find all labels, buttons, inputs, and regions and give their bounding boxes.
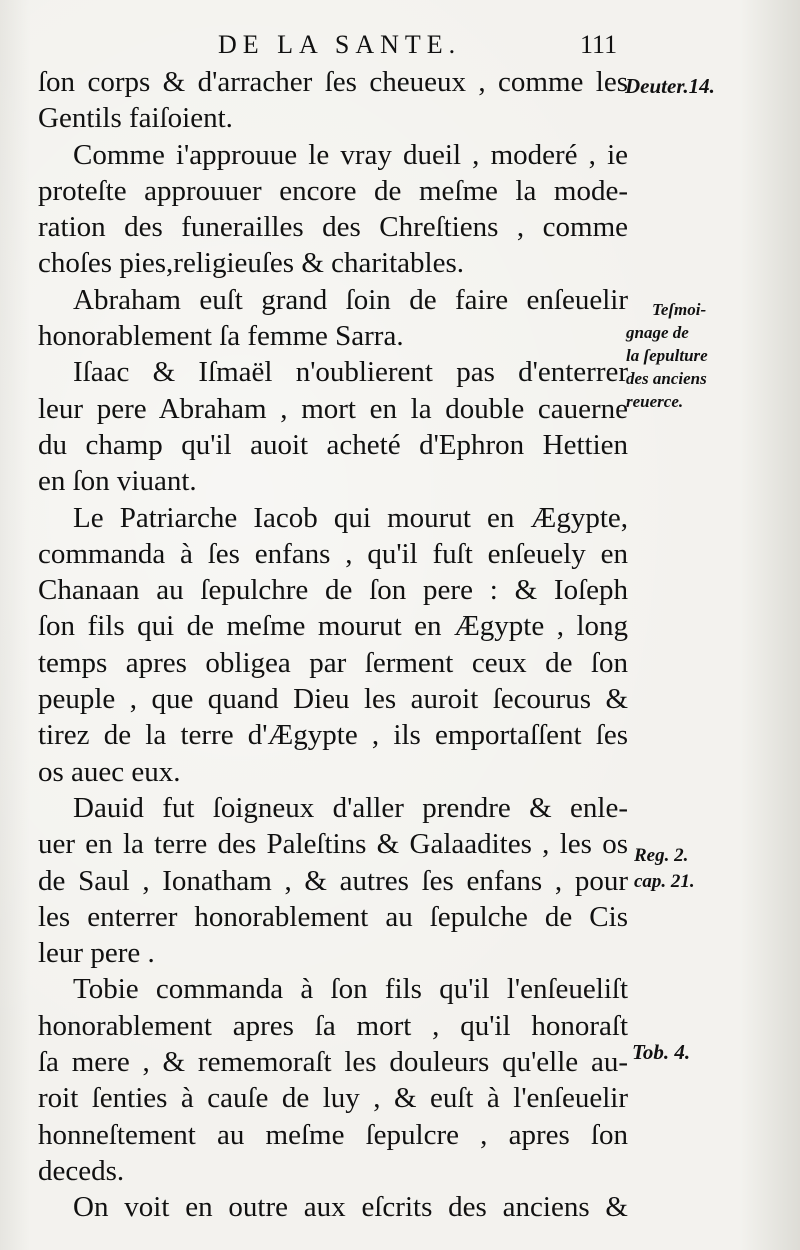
text-line: proteſte approuuer encore de meſme la mode-: [38, 174, 628, 207]
margin-note-line: reuerce.: [626, 392, 684, 411]
text-line: Iſaac & Iſmaël n'oublierent pas d'enterrer: [73, 356, 628, 389]
text-line: Le Patriarche Iacob qui mourut en Ægypte,: [73, 501, 628, 534]
margin-note-line: Deuter.14.: [625, 74, 715, 98]
text-line: ſon fils qui de meſme mourut en Ægypte , long: [38, 610, 628, 643]
body-text: [38, 64, 628, 1226]
text-line: temps apres obligea par ſerment ceux de ſon: [38, 646, 628, 679]
text-line: tirez de la terre d'Ægypte , ils emportaſſent ſes: [38, 719, 628, 752]
margin-note-line: Tob. 4.: [632, 1040, 691, 1064]
text-line: ſa mere , & rememoraſt les douleurs qu'elle au-: [38, 1046, 628, 1079]
text-line: Dauid fut ſoigneux d'aller prendre & enle-: [73, 791, 628, 824]
margin-note-line: Teſmoi-: [652, 300, 707, 319]
text-line: honorablement apres ſa mort , qu'il honoraſt: [38, 1009, 628, 1042]
text-line: les enterrer honorablement au ſepulche de Cis: [38, 900, 628, 933]
margin-note-tobit: [632, 1040, 690, 1064]
margin-note-line: cap. 21.: [634, 871, 695, 892]
margin-note-tesmoignage: [626, 298, 708, 413]
text-line: deceds.: [38, 1154, 125, 1187]
page-number: 111: [580, 30, 618, 59]
text-line: Tobie commanda à ſon fils qu'il l'enſeueliſt: [73, 973, 628, 1006]
text-line: Abraham euſt grand ſoin de faire enſeuelir: [73, 283, 628, 316]
margin-note-reg: [634, 843, 695, 895]
text-line: Gentils faiſoient.: [38, 102, 233, 135]
text-line: en ſon viuant.: [38, 465, 197, 498]
text-line: choſes pies,religieuſes & charitables.: [38, 247, 464, 280]
text-line: du champ qu'il auoit acheté d'Ephron Hettien: [38, 428, 628, 461]
page-header: [0, 30, 800, 66]
text-line: de Saul , Ionatham , & autres ſes enfans , pour: [38, 864, 628, 897]
text-line: ſon corps & d'arracher ſes cheueux , comme les: [38, 66, 628, 98]
text-line: roit ſenties à cauſe de luy , & euſt à l'enſeuelir: [38, 1082, 628, 1115]
text-line: commanda à ſes enfans , qu'il fuſt enſeuely en: [38, 537, 628, 570]
text-line: os auec eux.: [38, 755, 181, 788]
text-line: honorablement ſa femme Sarra.: [38, 320, 404, 353]
margin-note-line: gnage de: [626, 323, 689, 342]
margin-note-line: la ſepulture: [626, 346, 708, 365]
text-line: leur pere Abraham , mort en la double cauerne: [38, 392, 628, 425]
text-line: ration des funerailles des Chreſtiens , comme: [38, 211, 628, 244]
text-line: leur pere .: [38, 937, 155, 970]
margin-note-deuteronomy: [625, 74, 715, 98]
text-line: On voit en outre aux eſcrits des anciens &: [73, 1191, 628, 1224]
running-title: DE LA SANTE.: [218, 30, 462, 59]
margin-note-line: des anciens: [626, 369, 707, 388]
text-line: Chanaan au ſepulchre de ſon pere : & Ioſeph: [38, 574, 628, 607]
text-line: Comme i'approuue le vray dueil , moderé , ie: [73, 138, 628, 171]
text-line: uer en la terre des Paleſtins & Galaadites , les os: [38, 828, 628, 861]
text-line: honneſtement au meſme ſepulcre , apres ſon: [38, 1118, 628, 1151]
margin-note-line: Reg. 2.: [634, 845, 689, 866]
text-line: peuple , que quand Dieu les auroit ſecourus &: [38, 683, 628, 716]
